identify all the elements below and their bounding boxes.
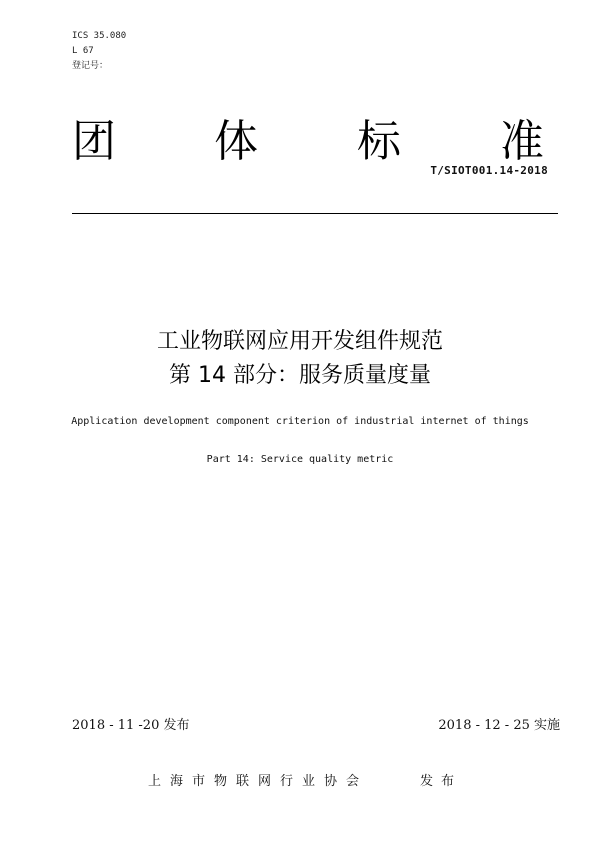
ics-code: ICS 35.080 [72,31,127,41]
header-char-4: 准 [500,116,544,167]
chinese-title-line-1: 工业物联网应用开发组件规范 [156,329,443,354]
publish-label: 发布 [420,774,463,789]
implementation-date: 2018 - 12 - 25 实施 [438,718,560,733]
publisher-name: 上海市物联网行业协会 [148,774,369,789]
standard-number: T/SIOT001.14-2018 [430,164,548,177]
header-char-1: 团 [72,116,116,167]
header-char-3: 标 [357,116,401,167]
registration-label: 登记号： [72,61,109,71]
english-title-line-2: Part 14: Service quality metric [206,454,394,465]
english-title-line-1: Application development component criterion of industrial internet of things [71,416,529,427]
header-divider [72,213,558,214]
chinese-title-line-2: 第 14 部分：服务质量度量 [169,363,431,388]
header-char-2: 体 [214,116,258,167]
classification-code: L 67 [72,46,94,56]
issue-date: 2018 - 11 -20 发布 [72,718,190,733]
